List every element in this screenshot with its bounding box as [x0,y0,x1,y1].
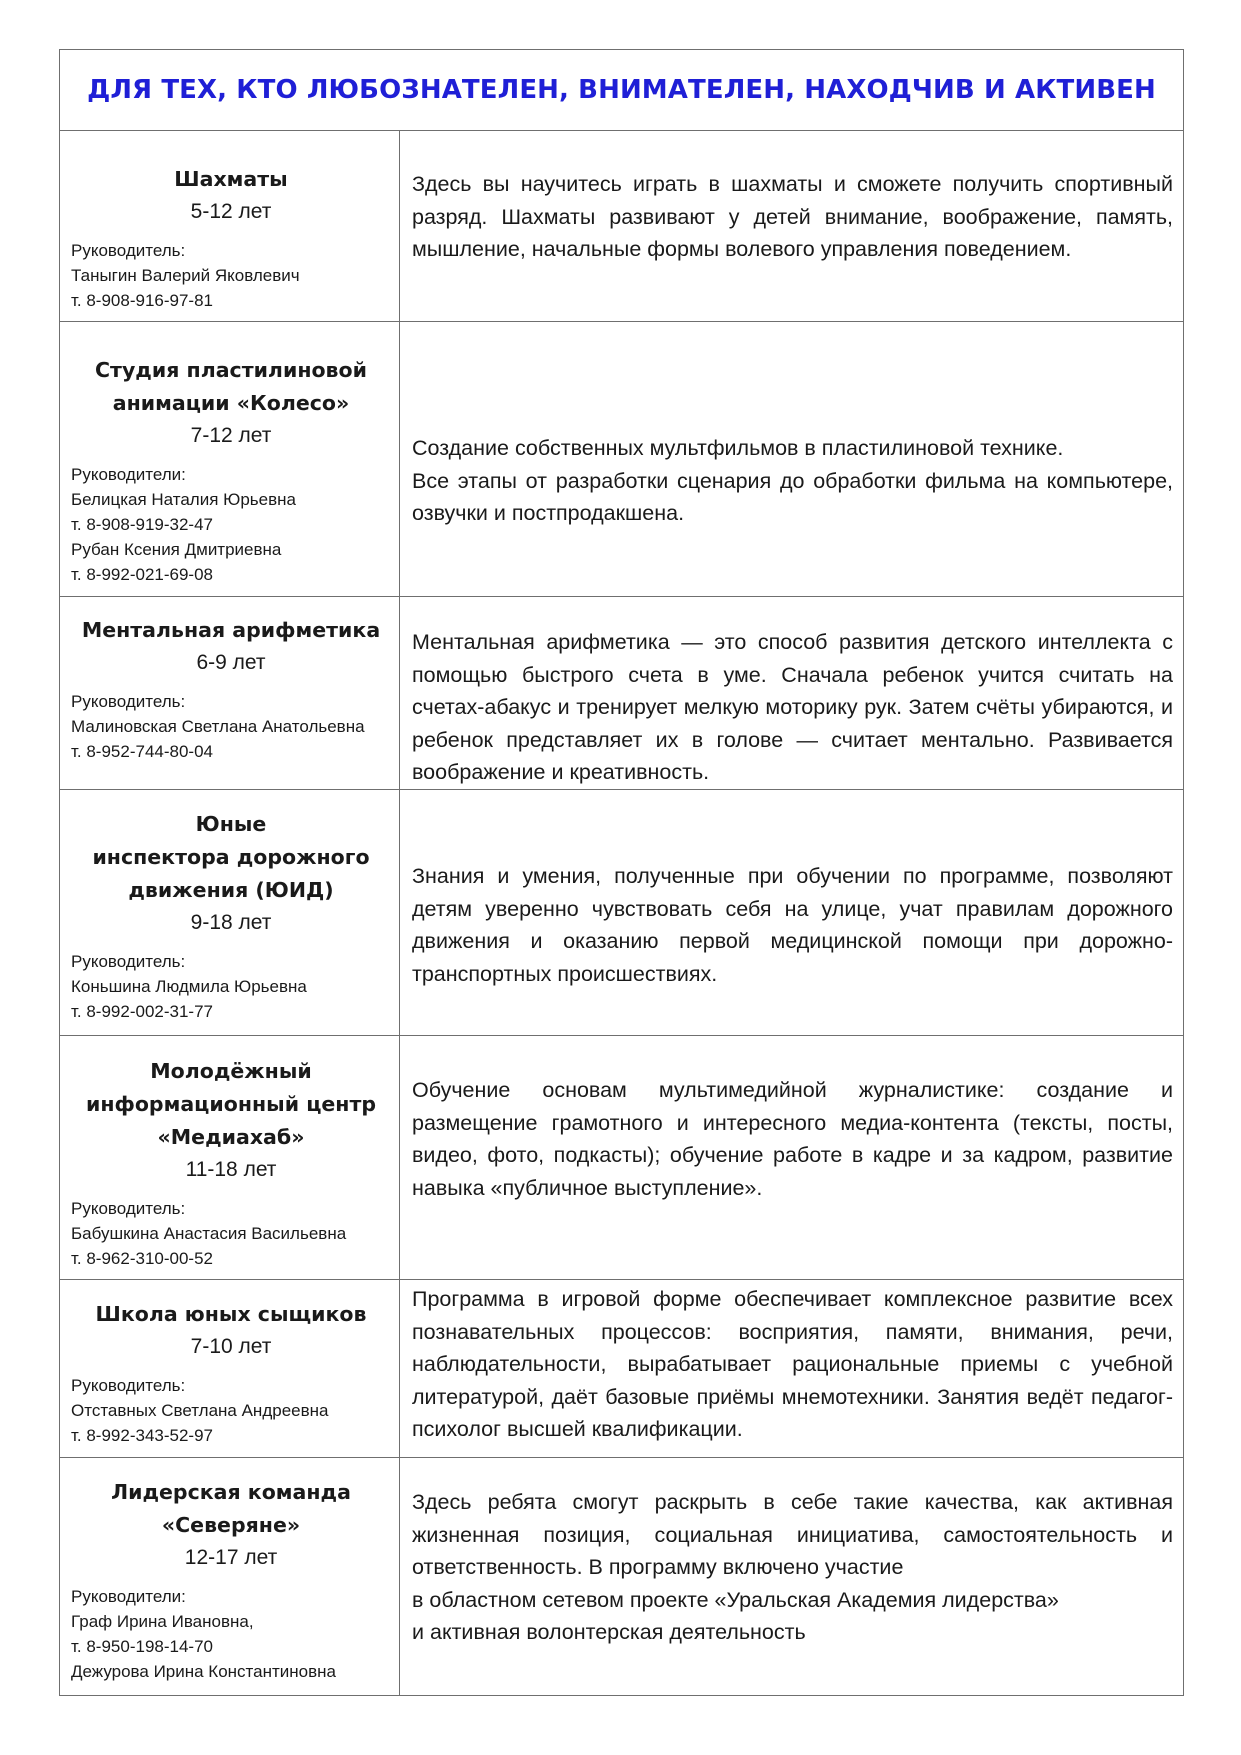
club-name [71,354,391,420]
club-name-line: инспектора дорожного [92,845,370,869]
club-name [71,1298,391,1331]
club-name-line: Школа юных сыщиков [95,1302,367,1326]
club-description [400,322,1183,596]
contact-line: Руководитель: [71,952,186,971]
contact-line: Малиновская Светлана Анатольевна [71,717,365,736]
contact-line: Руководители: [71,465,186,484]
club-contacts [71,689,391,764]
club-description [400,131,1183,321]
club-name-line: Студия пластилиновой [95,358,367,382]
description-paragraph: Программа в игровой форме обеспечивает комплексное развитие всех познавательных процессов: восприятия, памяти, внимания, речи, наблюдательности, вырабатывает рациональные приемы с учебной литературой, даёт базовые приёмы мнемотехники. Занятия ведёт педагог-психолог высшей квалификации. [412,1287,1173,1441]
club-name [71,1476,391,1542]
club-contacts [71,1584,391,1684]
club-name [71,163,391,196]
club-row-mental-arithmetic [60,597,1183,790]
club-info [60,322,400,596]
contact-line: Таныгин Валерий Яковлевич [71,266,300,285]
contact-line: Руководители: [71,1587,186,1606]
club-row-chess [60,131,1183,322]
club-info [60,1036,400,1279]
description-paragraph: Обучение основам мультимедийной журналистике: создание и размещение грамотного и интересного медиа-контента (тексты, посты, видео, фото, подкасты); обучение работе в кадре и за кадром, развитие навыка «публичное выступление». [412,1078,1173,1200]
club-name-line: Молодёжный [150,1059,312,1083]
contact-line: Граф Ирина Ивановна, [71,1612,254,1631]
club-row-animation [60,322,1183,597]
club-contacts [71,949,391,1024]
contact-line: т. 8-908-916-97-81 [71,291,213,310]
club-name-line: информационный центр [85,1092,377,1116]
table-header [60,50,1183,131]
club-contacts [71,1196,391,1271]
contact-line: т. 8-992-002-31-77 [71,1002,213,1021]
description-paragraph: Создание собственных мультфильмов в пластилиновой технике. [412,436,1064,460]
description-paragraph: Здесь вы научитесь играть в шахматы и сможете получить спортивный разряд. Шахматы развивают у детей внимание, воображение, память, мышление, начальные формы волевого управления поведением. [412,172,1173,261]
contact-line: т. 8-962-310-00-52 [71,1249,213,1268]
club-info [60,1458,400,1695]
contact-line: Руководитель: [71,692,186,711]
club-age: 12-17 лет [184,1546,278,1569]
description-paragraph: Ментальная арифметика — это способ развития детского интеллекта с помощью быстрого счета в уме. Сначала ребенок учится считать на счетах-абакус и тренирует мелкую моторику рук. Затем счёты убираются, и ребенок представляет их в голове — считает ментально. Развивается воображение и креативность. [412,630,1173,784]
club-info [60,131,400,321]
club-contacts [71,462,391,587]
programs-table [59,49,1184,1696]
club-name-line: «Медиахаб» [157,1125,305,1149]
contact-line: Коньшина Людмила Юрьевна [71,977,307,996]
club-contacts [71,238,391,313]
club-name-line: Ментальная арифметика [81,618,381,642]
club-age: 9-18 лет [190,911,272,934]
club-age: 7-10 лет [190,1335,272,1358]
club-description [400,1458,1183,1695]
club-row-severyane [60,1458,1183,1695]
club-info [60,1280,400,1457]
contact-line: Отставных Светлана Андреевна [71,1401,329,1420]
contact-line: т. 8-992-343-52-97 [71,1426,213,1445]
description-paragraph: и активная волонтерская деятельность [412,1620,806,1644]
club-name [71,1055,391,1154]
club-row-yuid [60,790,1183,1036]
club-name-line: Шахматы [174,167,288,191]
club-age: 11-18 лет [185,1158,277,1181]
club-description [400,1036,1183,1279]
contact-line: т. 8-952-744-80-04 [71,742,213,761]
club-info [60,597,400,789]
contact-line: т. 8-908-919-32-47 [71,515,213,534]
description-paragraph: Здесь ребята смогут раскрыть в себе такие качества, как активная жизненная позиция, социальная инициатива, самостоятельность и ответственность. В программу включено участие [412,1490,1173,1579]
club-description [400,597,1183,789]
club-description [400,790,1183,1035]
club-age: 5-12 лет [190,200,272,223]
contact-line: т. 8-950-198-14-70 [71,1637,213,1656]
club-name-line: «Северяне» [161,1513,301,1537]
contact-line: Руководитель: [71,1199,186,1218]
club-age: 7-12 лет [190,424,272,447]
club-name [71,614,391,647]
club-name-line: движения (ЮИД) [128,878,334,902]
club-row-mediahub [60,1036,1183,1280]
club-description [400,1280,1183,1457]
contact-line: Белицкая Наталия Юрьевна [71,490,296,509]
club-contacts [71,1373,391,1448]
club-row-detectives [60,1280,1183,1458]
contact-line: Бабушкина Анастасия Васильевна [71,1224,347,1243]
contact-line: Дежурова Ирина Константиновна [71,1662,336,1681]
club-name [71,808,391,907]
description-paragraph: Все этапы от разработки сценария до обработки фильма на компьютере, озвучки и постпродакшена. [412,468,1173,525]
contact-line: Руководитель: [71,241,186,260]
description-paragraph: Знания и умения, полученные при обучении по программе, позволяют детям уверенно чувствовать себя на улице, учат правилам дорожного движения и оказанию первой медицинской помощи при дорожно-транспортных происшествиях. [412,864,1173,986]
contact-line: т. 8-992-021-69-08 [71,565,213,584]
club-name-line: анимации «Колесо» [112,391,350,415]
description-paragraph: в областном сетевом проекте «Уральская Академия лидерства» [412,1587,1059,1612]
contact-line: Рубан Ксения Дмитриевна [71,540,282,559]
club-name-line: Лидерская команда [111,1480,351,1504]
club-age: 6-9 лет [196,651,266,674]
contact-line: Руководитель: [71,1376,186,1395]
club-name-line: Юные [195,812,267,836]
club-info [60,790,400,1035]
page-title: ДЛЯ ТЕХ, КТО ЛЮБОЗНАТЕЛЕН, ВНИМАТЕЛЕН, НАХОДЧИВ И АКТИВЕН [87,75,1156,105]
